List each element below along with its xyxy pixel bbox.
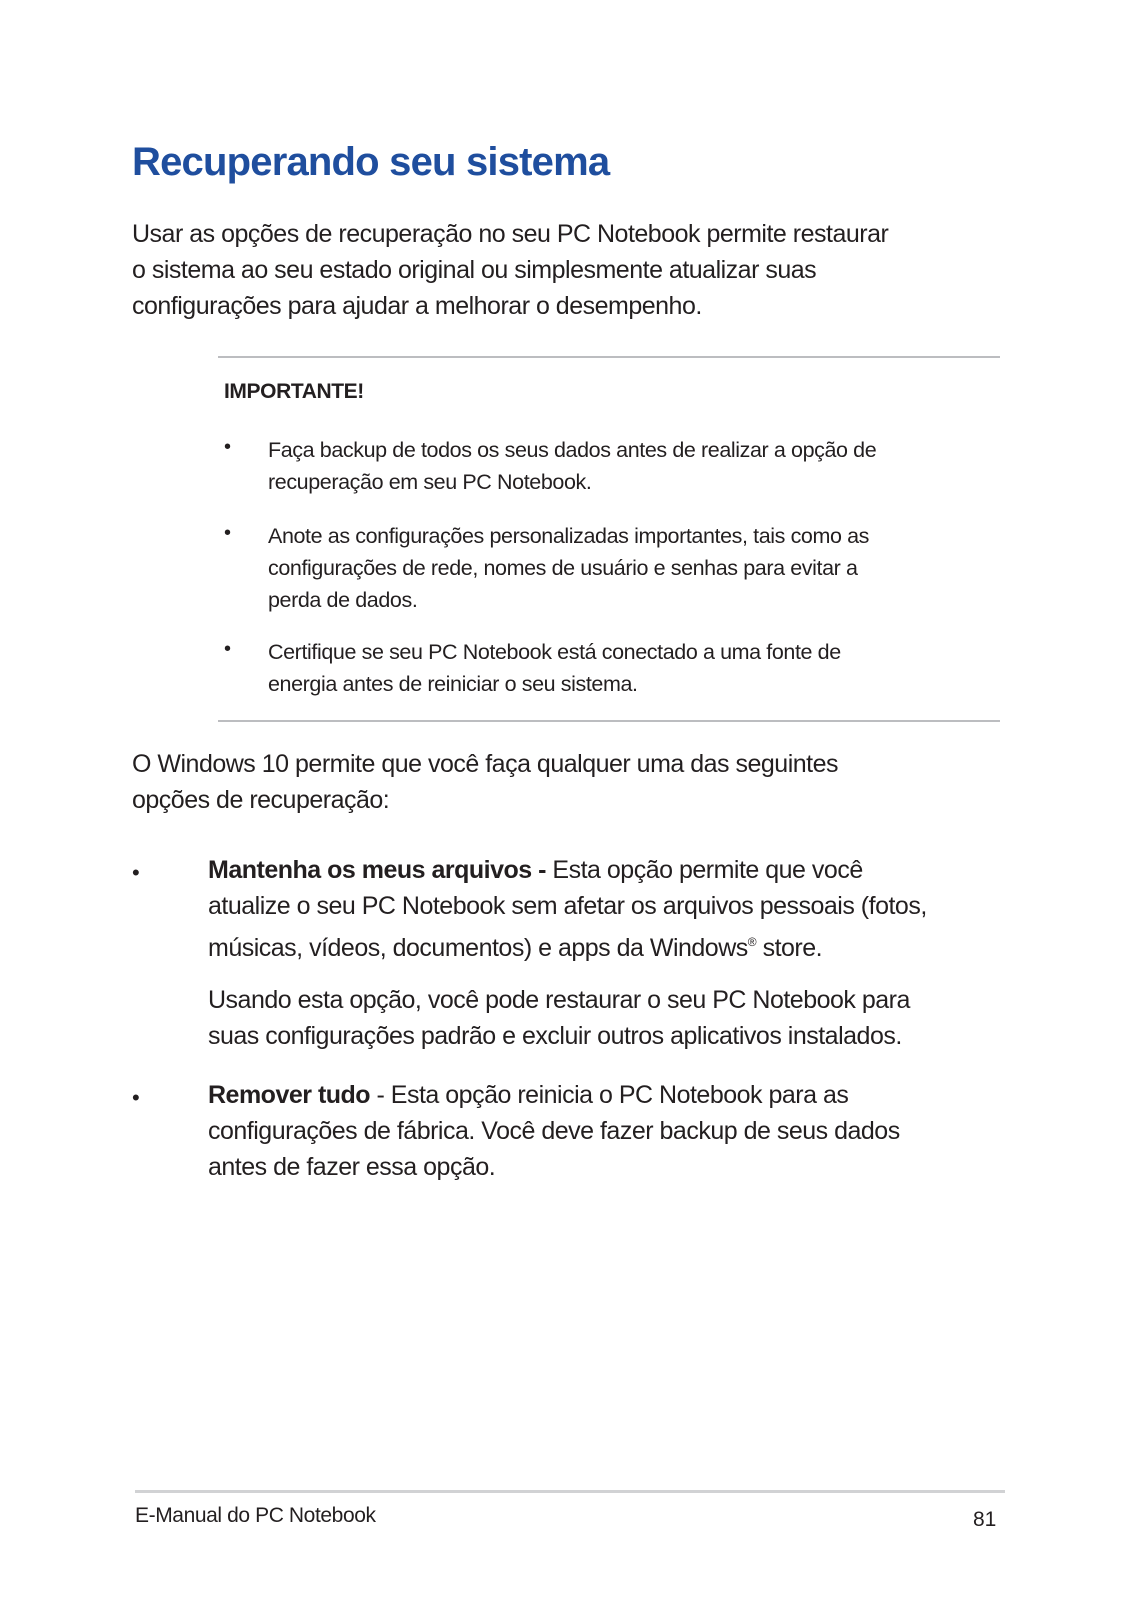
text-line: opções de recuperação: — [132, 786, 390, 814]
page-number: 81 — [973, 1508, 997, 1531]
option-keep-files — [208, 852, 927, 966]
bullet: • — [132, 1085, 140, 1110]
text-line: suas configurações padrão e excluir outros aplicativos instalados. — [208, 1022, 902, 1050]
important-bottom-rule — [218, 720, 1000, 722]
windows-intro — [132, 746, 838, 818]
important-top-rule — [218, 356, 1000, 358]
bullet: • — [224, 522, 232, 544]
text: músicas, vídeos, documentos) e apps da Windows — [208, 934, 748, 962]
intro-paragraph — [132, 216, 888, 324]
important-item — [268, 434, 876, 498]
bullet: • — [224, 436, 232, 458]
option-name: Mantenha os meus arquivos - — [208, 856, 546, 884]
text-line: Certifique se seu PC Notebook está conectado a uma fonte de — [268, 640, 841, 664]
intro-line: Usar as opções de recuperação no seu PC Notebook permite restaurar — [132, 220, 889, 248]
footer-rule — [135, 1490, 1005, 1493]
important-item — [268, 520, 869, 616]
text-line: recuperação em seu PC Notebook. — [268, 470, 592, 494]
text-line: energia antes de reiniciar o seu sistema. — [268, 672, 638, 696]
text: - Esta opção reinicia o PC Notebook para as — [370, 1081, 849, 1109]
text-line: Usando esta opção, você pode restaurar o seu PC Notebook para — [208, 986, 910, 1014]
intro-line: o sistema ao seu estado original ou simplesmente atualizar suas — [132, 256, 817, 284]
option-keep-files-extra — [208, 982, 910, 1054]
option-name: Remover tudo — [208, 1081, 371, 1109]
important-item — [268, 636, 841, 700]
text-line: atualize o seu PC Notebook sem afetar os arquivos pessoais (fotos, — [208, 892, 927, 920]
intro-line: configurações para ajudar a melhorar o desempenho. — [132, 292, 702, 320]
text-line: O Windows 10 permite que você faça qualquer uma das seguintes — [132, 750, 839, 778]
bullet: • — [132, 860, 140, 885]
page-title: Recuperando seu sistema — [132, 140, 610, 184]
text-line: perda de dados. — [268, 588, 418, 612]
text-line: antes de fazer essa opção. — [208, 1153, 496, 1181]
important-heading: IMPORTANTE! — [224, 380, 364, 403]
text-line: Faça backup de todos os seus dados antes de realizar a opção de — [268, 438, 877, 462]
text: Esta opção permite que você — [545, 856, 863, 884]
bullet: • — [224, 638, 232, 660]
text: store. — [756, 934, 823, 962]
registered-mark: ® — [747, 935, 757, 949]
text-line: configurações de rede, nomes de usuário e senhas para evitar a — [268, 556, 858, 580]
text-line: Anote as configurações personalizadas importantes, tais como as — [268, 524, 870, 548]
option-remove-all — [208, 1077, 900, 1185]
text-line: configurações de fábrica. Você deve fazer backup de seus dados — [208, 1117, 900, 1145]
footer-manual-title: E-Manual do PC Notebook — [135, 1504, 376, 1527]
